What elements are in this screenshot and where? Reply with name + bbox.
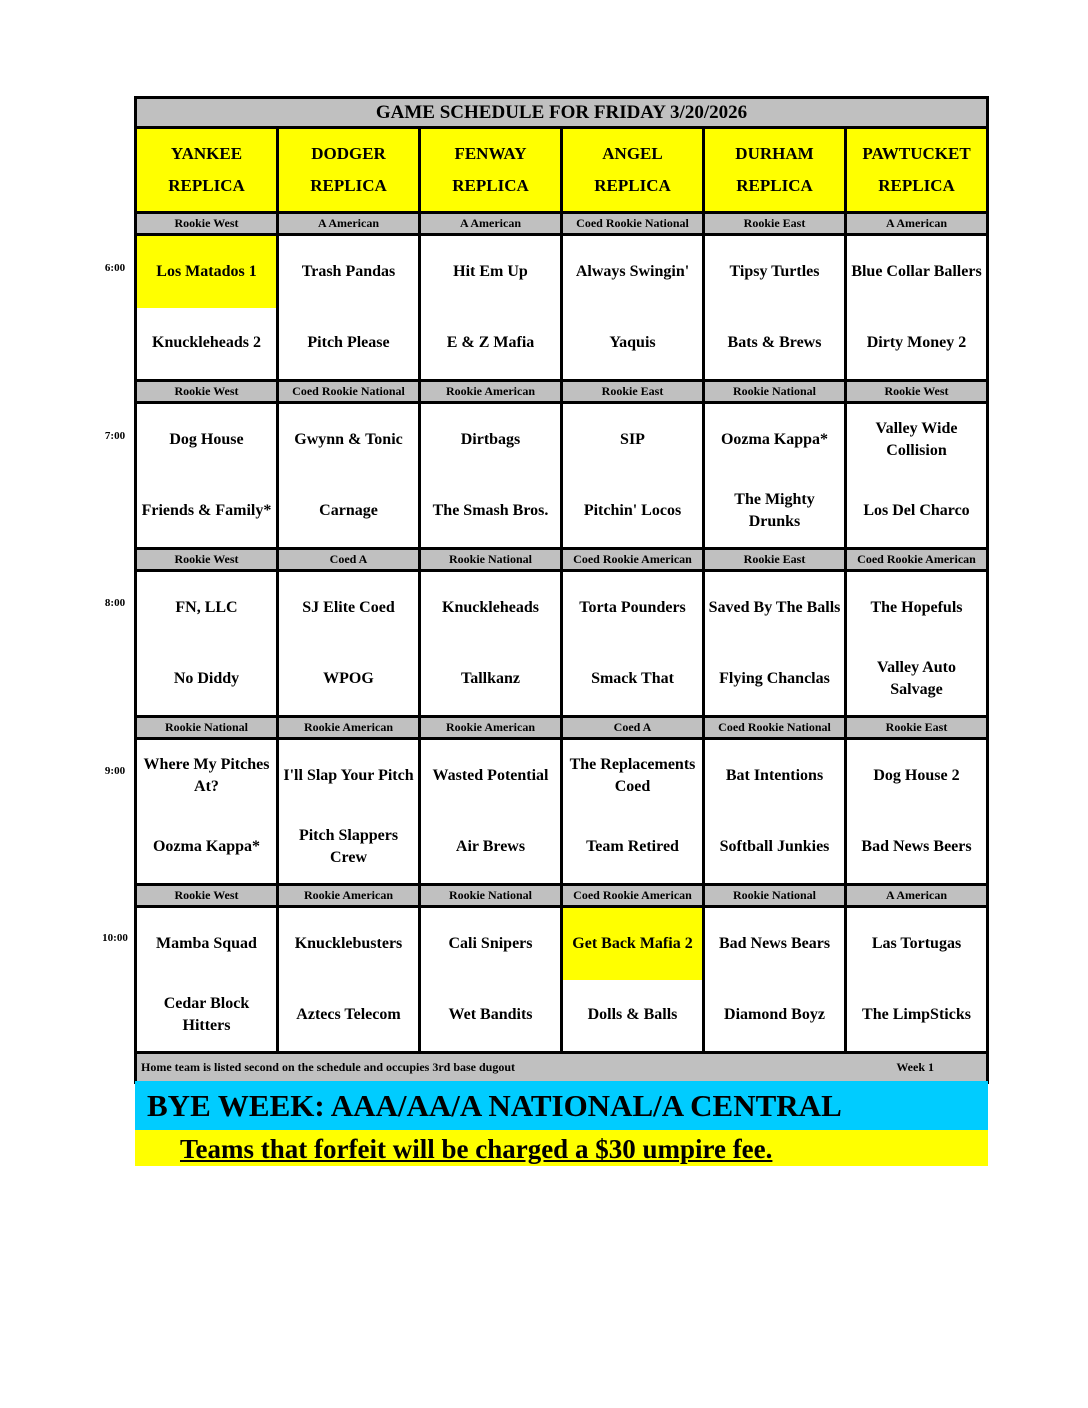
division-label: A American bbox=[846, 885, 988, 907]
field-subtitle: REPLICA bbox=[310, 176, 387, 195]
division-label: Rookie West bbox=[846, 381, 988, 403]
home-team: Aztecs Telecom bbox=[278, 980, 420, 1053]
home-team: Flying Chanclas bbox=[704, 644, 846, 717]
division-row bbox=[136, 381, 988, 403]
away-team: Knuckleheads bbox=[420, 571, 562, 644]
division-label: Coed Rookie National bbox=[278, 381, 420, 403]
home-team: Smack That bbox=[562, 644, 704, 717]
field-header-durham bbox=[704, 128, 846, 213]
game-row-away bbox=[136, 403, 988, 476]
time-slot-label: 8:00 bbox=[104, 597, 126, 609]
away-team: Trash Pandas bbox=[278, 235, 420, 308]
home-team: Diamond Boyz bbox=[704, 980, 846, 1053]
away-team: SJ Elite Coed bbox=[278, 571, 420, 644]
away-team: Dirtbags bbox=[420, 403, 562, 476]
away-team: The Hopefuls bbox=[846, 571, 988, 644]
division-row bbox=[136, 549, 988, 571]
division-label: Rookie National bbox=[704, 381, 846, 403]
field-subtitle: REPLICA bbox=[168, 176, 245, 195]
division-label: Coed Rookie National bbox=[562, 213, 704, 235]
game-row-home bbox=[136, 644, 988, 717]
game-row-away bbox=[136, 235, 988, 308]
division-label: Rookie American bbox=[278, 885, 420, 907]
game-row-home bbox=[136, 308, 988, 381]
division-label: A American bbox=[420, 213, 562, 235]
division-label: Rookie East bbox=[562, 381, 704, 403]
game-row-away bbox=[136, 739, 988, 812]
away-team: Blue Collar Ballers bbox=[846, 235, 988, 308]
home-team: The Mighty Drunks bbox=[704, 476, 846, 549]
away-team: Las Tortugas bbox=[846, 907, 988, 980]
time-slot-label: 6:00 bbox=[104, 262, 126, 274]
away-team: I'll Slap Your Pitch bbox=[278, 739, 420, 812]
home-team: Air Brews bbox=[420, 812, 562, 885]
footer-cell bbox=[136, 1053, 988, 1083]
field-header-dodger bbox=[278, 128, 420, 213]
home-team-note: Home team is listed second on the schedule and occupies 3rd base dugout bbox=[141, 1060, 516, 1074]
field-name: PAWTUCKET bbox=[862, 144, 971, 163]
away-team: SIP bbox=[562, 403, 704, 476]
away-team: Knucklebusters bbox=[278, 907, 420, 980]
division-label: A American bbox=[278, 213, 420, 235]
division-label: Coed A bbox=[562, 717, 704, 739]
game-row-home bbox=[136, 812, 988, 885]
division-label: Rookie National bbox=[704, 885, 846, 907]
field-header-row bbox=[136, 128, 988, 213]
field-subtitle: REPLICA bbox=[736, 176, 813, 195]
away-team: Dog House bbox=[136, 403, 278, 476]
home-team: Bad News Beers bbox=[846, 812, 988, 885]
home-team: Knuckleheads 2 bbox=[136, 308, 278, 381]
away-team: Wasted Potential bbox=[420, 739, 562, 812]
field-subtitle: REPLICA bbox=[878, 176, 955, 195]
away-team: Hit Em Up bbox=[420, 235, 562, 308]
home-team: Pitchin' Locos bbox=[562, 476, 704, 549]
field-name: DODGER bbox=[311, 144, 386, 163]
division-label: Rookie National bbox=[136, 717, 278, 739]
home-team: Dolls & Balls bbox=[562, 980, 704, 1053]
division-row bbox=[136, 885, 988, 907]
game-row-away bbox=[136, 571, 988, 644]
division-label: Coed A bbox=[278, 549, 420, 571]
division-label: Rookie American bbox=[420, 717, 562, 739]
division-label: Rookie National bbox=[420, 885, 562, 907]
home-team: Valley Auto Salvage bbox=[846, 644, 988, 717]
away-team: Oozma Kappa* bbox=[704, 403, 846, 476]
time-slot-label: 9:00 bbox=[104, 765, 126, 777]
away-team: Mamba Squad bbox=[136, 907, 278, 980]
division-label: Coed Rookie National bbox=[704, 717, 846, 739]
division-label: Rookie West bbox=[136, 549, 278, 571]
field-header-yankee bbox=[136, 128, 278, 213]
field-header-fenway bbox=[420, 128, 562, 213]
game-row-away bbox=[136, 907, 988, 980]
division-label: A American bbox=[846, 213, 988, 235]
division-row bbox=[136, 717, 988, 739]
away-team: Saved By The Balls bbox=[704, 571, 846, 644]
home-team: WPOG bbox=[278, 644, 420, 717]
away-team: Where My Pitches At? bbox=[136, 739, 278, 812]
time-slot-label: 10:00 bbox=[102, 932, 128, 944]
home-team: The Smash Bros. bbox=[420, 476, 562, 549]
away-team: Bat Intentions bbox=[704, 739, 846, 812]
division-label: Rookie West bbox=[136, 213, 278, 235]
division-row bbox=[136, 213, 988, 235]
home-team: E & Z Mafia bbox=[420, 308, 562, 381]
home-team: Bats & Brews bbox=[704, 308, 846, 381]
schedule-title: GAME SCHEDULE FOR FRIDAY 3/20/2026 bbox=[136, 98, 988, 128]
game-row-home bbox=[136, 980, 988, 1053]
game-row-home bbox=[136, 476, 988, 549]
away-team: Valley Wide Collision bbox=[846, 403, 988, 476]
away-team: Los Matados 1 bbox=[136, 235, 278, 308]
away-team: Dog House 2 bbox=[846, 739, 988, 812]
division-label: Rookie East bbox=[704, 213, 846, 235]
away-team: The Replacements Coed bbox=[562, 739, 704, 812]
division-label: Rookie East bbox=[846, 717, 988, 739]
home-team: Pitch Please bbox=[278, 308, 420, 381]
field-header-angel bbox=[562, 128, 704, 213]
division-label: Rookie American bbox=[420, 381, 562, 403]
home-team: The LimpSticks bbox=[846, 980, 988, 1053]
division-label: Coed Rookie American bbox=[562, 549, 704, 571]
home-team: Los Del Charco bbox=[846, 476, 988, 549]
division-label: Coed Rookie American bbox=[562, 885, 704, 907]
forfeit-notice: Teams that forfeit will be charged a $30 umpire fee. bbox=[135, 1130, 988, 1166]
footer-row bbox=[136, 1053, 988, 1083]
home-team: No Diddy bbox=[136, 644, 278, 717]
schedule-table bbox=[134, 96, 989, 1084]
division-label: Coed Rookie American bbox=[846, 549, 988, 571]
division-label: Rookie West bbox=[136, 381, 278, 403]
field-subtitle: REPLICA bbox=[452, 176, 529, 195]
away-team: Cali Snipers bbox=[420, 907, 562, 980]
home-team: Oozma Kappa* bbox=[136, 812, 278, 885]
division-label: Rookie East bbox=[704, 549, 846, 571]
home-team: Wet Bandits bbox=[420, 980, 562, 1053]
away-team: Get Back Mafia 2 bbox=[562, 907, 704, 980]
home-team: Tallkanz bbox=[420, 644, 562, 717]
home-team: Dirty Money 2 bbox=[846, 308, 988, 381]
field-name: DURHAM bbox=[735, 144, 814, 163]
home-team: Team Retired bbox=[562, 812, 704, 885]
field-name: ANGEL bbox=[602, 144, 663, 163]
home-team: Pitch Slappers Crew bbox=[278, 812, 420, 885]
away-team: Bad News Bears bbox=[704, 907, 846, 980]
field-subtitle: REPLICA bbox=[594, 176, 671, 195]
away-team: Always Swingin' bbox=[562, 235, 704, 308]
away-team: FN, LLC bbox=[136, 571, 278, 644]
division-label: Rookie American bbox=[278, 717, 420, 739]
away-team: Tipsy Turtles bbox=[704, 235, 846, 308]
division-label: Rookie West bbox=[136, 885, 278, 907]
home-team: Yaquis bbox=[562, 308, 704, 381]
home-team: Friends & Family* bbox=[136, 476, 278, 549]
home-team: Softball Junkies bbox=[704, 812, 846, 885]
field-name: YANKEE bbox=[170, 144, 243, 163]
bye-week-banner: BYE WEEK: AAA/AA/A NATIONAL/A CENTRAL bbox=[135, 1081, 988, 1130]
home-team: Carnage bbox=[278, 476, 420, 549]
week-label: Week 1 bbox=[896, 1060, 934, 1074]
time-slot-label: 7:00 bbox=[104, 430, 126, 442]
home-team: Cedar Block Hitters bbox=[136, 980, 278, 1053]
division-label: Rookie National bbox=[420, 549, 562, 571]
away-team: Torta Pounders bbox=[562, 571, 704, 644]
field-header-pawtucket bbox=[846, 128, 988, 213]
away-team: Gwynn & Tonic bbox=[278, 403, 420, 476]
field-name: FENWAY bbox=[454, 144, 527, 163]
